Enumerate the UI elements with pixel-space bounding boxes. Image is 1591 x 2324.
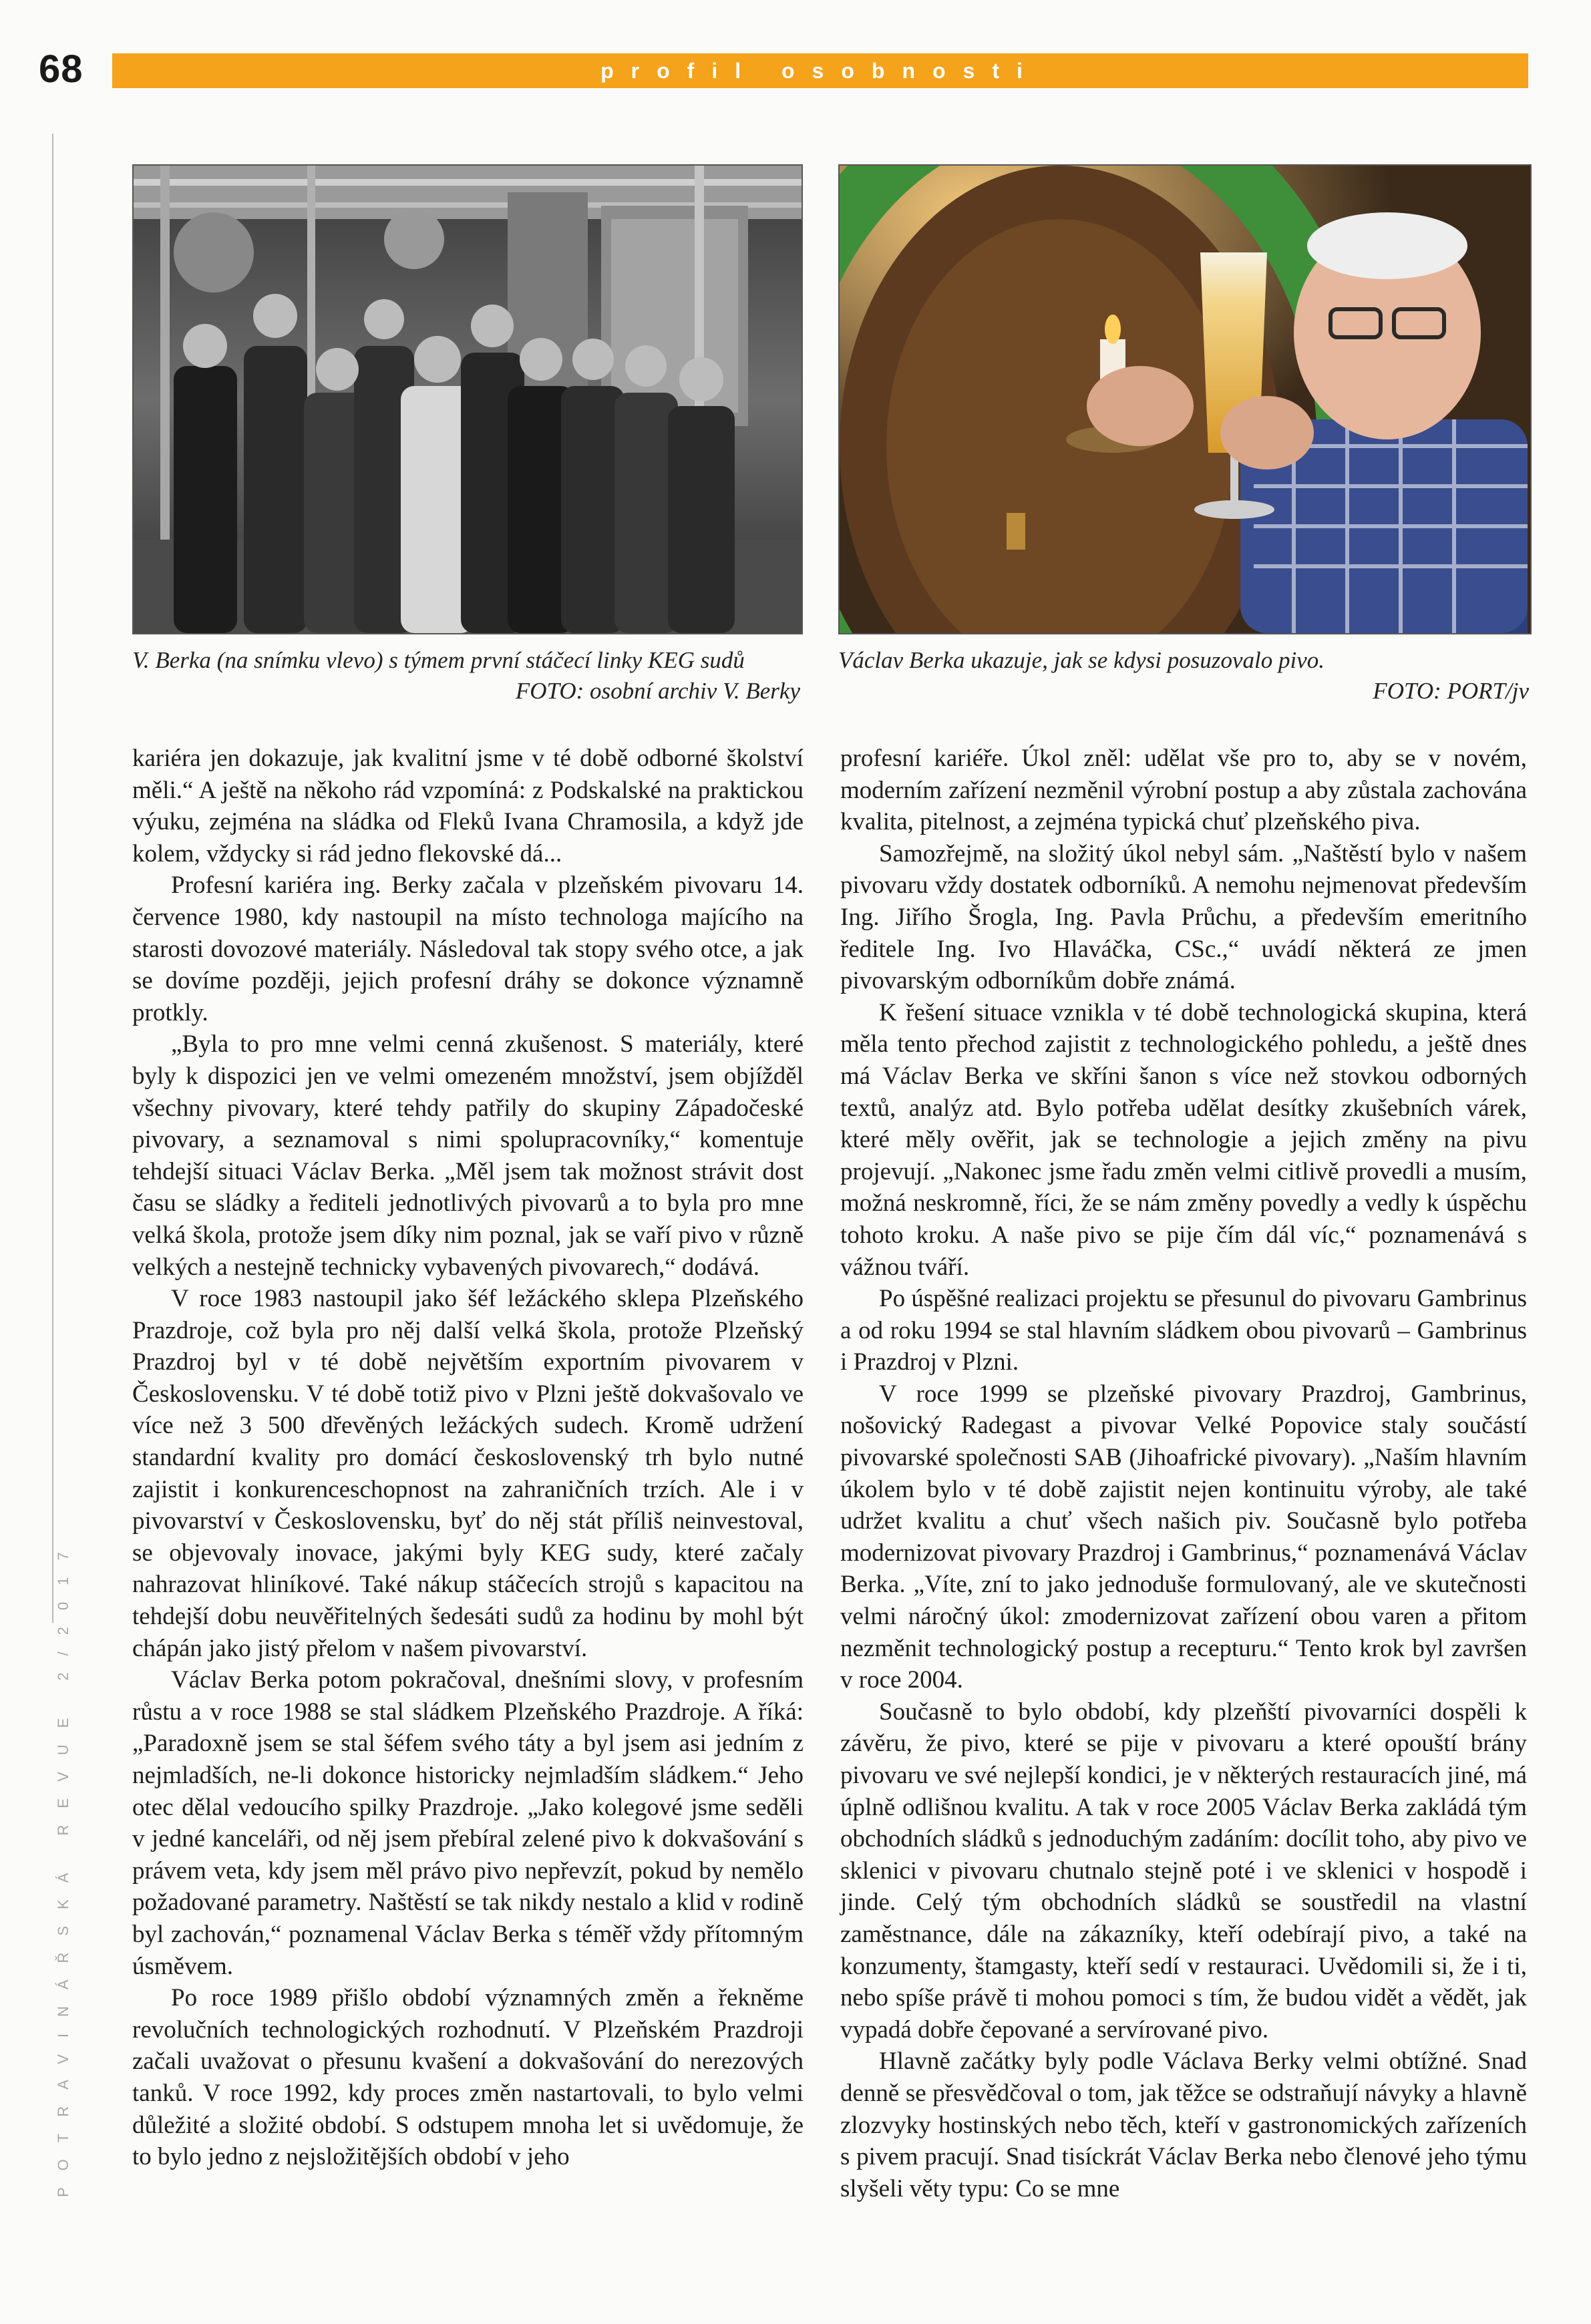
article-paragraph: Po roce 1989 přišlo období významných změn a řekněme revolučních technologických rozhodnutí. V Plzeňském Prazdroji začali uvažovat o přesunu kvašení a dokvašování do nerezových tanků. V roce 1992, kdy proces změn nastartovali, to bylo velmi důležité a složité období. S odstupem mnoha let si uvědomuje, že to bylo jedno z nejsložitějších období v jeho (132, 1984, 804, 2171)
article-paragraph: kariéra jen dokazuje, jak kvalitní jsme v té době odborné školství měli.“ A ještě na někoho rád vzpomíná: z Podskalské na praktickou výuku, zejména na sládka od Fleků Ivana Chramosila, a když jde kolem, vždycky si rád jedno flekovské dá... (132, 745, 804, 867)
side-rule (52, 134, 53, 1623)
section-label: profil osobnosti (600, 59, 1040, 83)
photo-credit-right: FOTO: PORT/jv (1373, 678, 1529, 704)
page-number: 68 (39, 47, 83, 91)
article-paragraph: Současně to bylo období, kdy plzeňští pivovarníci dospěli k závěru, že pivo, které se pije v pivovaru a které opouští brány pivovaru ve své nejlepší kondici, je v některých restauracích jiné, má úplně odlišnou kvalitu. A tak v roce 2005 Václav Berka zakládá tým obchodních sládků s jednoduchým zadáním: docílit toho, aby pivo ve sklenici v pivovaru chutnalo stejně poté i ve sklenici v hospodě i jinde. Celý tým obchodních sládků se soustředil na vlastní zaměstnance, dále na zákazníky, kteří odebírají pivo, a také na konzumenty, štamgasty, kteří sedí v restauraci. Uvědomili si, že i ti, nebo spíše právě ti mohou pomoci s tím, že budou vidět a vědět, jak vypadá dobře čepované a servírované pivo. (840, 1698, 1527, 2044)
photo-berka-beer-candle (838, 164, 1532, 634)
article-paragraph: „Byla to pro mne velmi cenná zkušenost. S materiály, které byly k dispozici jen ve velmi omezeném množství, jsem objížděl všechny pivovary, které tehdy patřily do skupiny Západočeské pivovary, a seznamoval s nimi spolupracovníky,“ komentuje tehdejší situaci Václav Berka. „Měl jsem tak možnost strávit dost času se sládky a řediteli jednotlivých pivovarů a to byla pro mne velká škola, protože jsem díky nim poznal, jak se vaří pivo v různě velkých a nestejně technicky vybavených pivovarech,“ dodává. (132, 1030, 804, 1281)
caption-text-right: Václav Berka ukazuje, jak se kdysi posuzovalo pivo. (838, 647, 1324, 673)
photo-team-keg-line (132, 164, 803, 634)
photo-caption-left (132, 645, 800, 707)
section-header-bar (112, 53, 1528, 88)
article-paragraph: Profesní kariéra ing. Berky začala v plzeňském pivovaru 14. července 1980, kdy nastoupil na místo technologa majícího na starosti dovozové materiály. Následoval tak stopy svého otce, a jak se dovíme později, jejich profesní dráhy se dokonce významně protkly. (132, 872, 804, 1026)
article-paragraph: Samozřejmě, na složitý úkol nebyl sám. „Naštěstí bylo v našem pivovaru vždy dostatek odborníků. A nemohu nejmenovat především Ing. Jiřího Šrogla, Ing. Pavla Průchu, a především emeritního ředitele Ing. Ivo Hlaváčka, CSc.,“ uvádí některá ze jmen pivovarským odborníkům dobře známá. (840, 839, 1527, 995)
article-paragraph: Po úspěšné realizaci projektu se přesunul do pivovaru Gambrinus a od roku 1994 se stal hlavním sládkem obou pivovarů – Gambrinus i Prazdroj v Plzni. (840, 1285, 1527, 1376)
article-paragraph: V roce 1983 nastoupil jako šéf ležáckého sklepa Plzeňského Prazdroje, což byla pro něj další velká škola, protože Plzeňský Prazdroj byl v té době největším exportním pivovarem v Československu. V té době totiž pivo v Plzni ještě dokvašovalo ve více než 3 500 dřevěných ležáckých sudech. Kromě udržení standardní kvality pro domácí československý trh bylo nutné zajistit i konkurenceschopnost na zahraničních trzích. Ale i v pivovarství v Československu, byť do něj stát příliš neinvestoval, se objevovaly inovace, jakými byly KEG sudy, které začaly nahrazovat hliníkové. Také nákup stáčecích strojů s kapacitou na tehdejší dobu neuvěřitelných šedesáti sudů za hodinu by mohl být chápán jako jistý přelom v našem pivovarství. (132, 1285, 804, 1662)
article-paragraph: Hlavně začátky byly podle Václava Berky velmi obtížné. Snad denně se přesvědčoval o tom, jak těžce se odstraňují návyky a hlavně zlozvyky hostinských nebo těch, kteří v gastronomických zařízeních s pivem pracují. Snad tisíckrát Václav Berka nebo členové jeho týmu slyšeli věty typu: Co se mne (840, 2048, 1527, 2202)
article-column-left (132, 743, 804, 2173)
article-paragraph: profesní kariéře. Úkol zněl: udělat vše pro to, aby se v novém, moderním zařízení nezměnil výrobní postup a aby zůstala zachována kvalita, pitelnost, a zejména typická chuť plzeňského piva. (840, 745, 1527, 836)
caption-text-left: V. Berka (na snímku vlevo) s týmem první stáčecí linky KEG sudů (132, 647, 745, 673)
journal-issue-label: POTRAVINÁŘSKÁ REVUE 2/2017 (55, 1535, 71, 2197)
article-paragraph: V roce 1999 se plzeňské pivovary Prazdroj, Gambrinus, nošovický Radegast a pivovar Velké Popovice staly součástí pivovarské společnosti SAB (Jihoafrické pivovary). „Naším hlavním úkolem bylo v té době zajistit nejen kontinuitu výroby, ale také udržet kvalitu a chuť všech našich piv. Současně bylo potřeba modernizovat pivovary Prazdroj i Gambrinus,“ poznamenává Václav Berka. „Víte, zní to jako jednoduše formulovaný, ale ve skutečnosti velmi náročný úkol: zmodernizovat zařízení obou varen a přitom nezměnit technologický postup a recepturu.“ Tento krok byl završen v roce 2004. (840, 1380, 1527, 1694)
beer-tasting-photo-image (840, 166, 1530, 633)
photo-credit-left: FOTO: osobní archiv V. Berky (515, 678, 800, 704)
article-paragraph: K řešení situace vznikla v té době technologická skupina, která měla tento přechod zajistit z technologického pohledu, a ještě dnes má Václav Berka ve skříni šanon s více než stovkou odborných textů, analýz atd. Bylo potřeba udělat desítky zkušebních várek, které měly ověřit, jak se technologie a jejich změny na pivu projevují. „Nakonec jsme řadu změn velmi citlivě provedli a musím, možná neskromně, říci, že se nám změny povedly a vedly k úspěchu tohoto kroku. A naše pivo se pije čím dál víc,“ poznamenává s vážnou tváří. (840, 998, 1527, 1281)
article-paragraph: Václav Berka potom pokračoval, dnešními slovy, v profesním růstu a v roce 1988 se stal sládkem Plzeňského Prazdroje. A říká: „Paradoxně jsem se stal šéfem svého táty a byl jsem asi jedním z nejmladších, ne-li dokonce historicky nejmladším sládkem.“ Jeho otec dělal vedoucího spilky Prazdroje. „Jako kolegové jsme seděli v jedné kanceláři, od něj jsem přebíral zelené pivo k dokvašování s právem veta, kdy jsem měl právo pivo nepřevzít, pokud by nemělo požadované parametry. Naštěstí se tak nikdy nestalo a klid v rodině byl zachován,“ poznamenal Václav Berka s téměř vždy přítomným úsměvem. (132, 1666, 804, 1980)
group-photo-image (134, 166, 802, 633)
photo-caption-right (838, 645, 1529, 707)
article-column-right (840, 743, 1527, 2204)
